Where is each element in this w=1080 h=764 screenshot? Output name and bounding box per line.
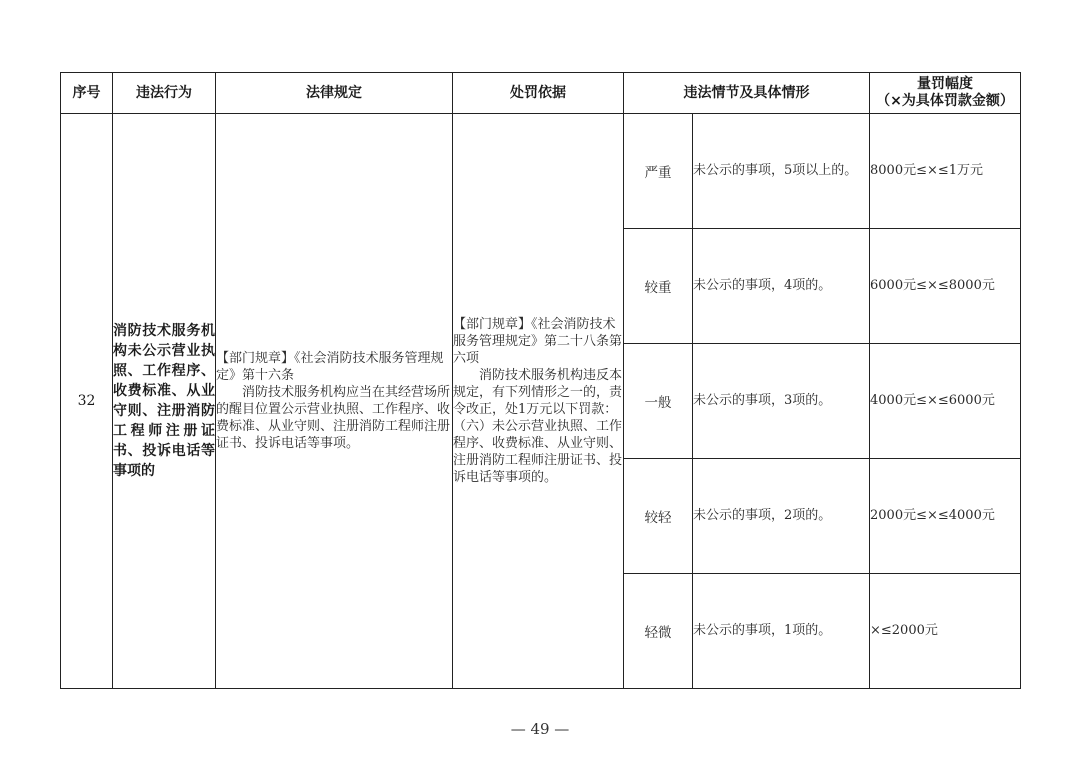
law-citation: 【部门规章】《社会消防技术服务管理规定》第十六条 [216,351,444,383]
level-desc: 未公示的事项，1项的。 [693,574,870,689]
level-range: ×≤2000元 [870,574,1021,689]
level-range: 4000元≤×≤6000元 [870,344,1021,459]
basis-body: 消防技术服务机构违反本规定，有下列情形之一的，责令改正，处1万元以下罚款：（六）未公示营业执照、工作程序、收费标准、从业守则、注册消防工程师注册证书、投诉电话等事项的。 [453,368,623,485]
level-range: 6000元≤×≤8000元 [870,229,1021,344]
table-row [61,114,1021,229]
level-desc: 未公示的事项，5项以上的。 [693,114,870,229]
header-seq: 序号 [61,73,113,114]
level-label: 严重 [624,114,693,229]
level-desc: 未公示的事项，3项的。 [693,344,870,459]
level-range: 8000元≤×≤1万元 [870,114,1021,229]
level-range: 2000元≤×≤4000元 [870,459,1021,574]
header-range-note: （×为具体罚款金额） [876,93,1014,109]
penalty-basis [453,114,624,689]
header-law: 法律规定 [216,73,453,114]
level-label: 较轻 [624,459,693,574]
level-label: 一般 [624,344,693,459]
violation-text: 消防技术服务机构未公示营业执照、工作程序、收费标准、从业守则、注册消防工程师注册证书、投诉电话等事项的 [113,114,216,689]
header-range [870,73,1021,114]
page-number: — 49 — [510,720,570,738]
penalty-table [60,72,1021,689]
header-circumstance: 违法情节及具体情形 [624,73,870,114]
level-desc: 未公示的事项，2项的。 [693,459,870,574]
level-desc: 未公示的事项，4项的。 [693,229,870,344]
law-body: 消防技术服务机构应当在其经营场所的醒目位置公示营业执照、工作程序、收费标准、从业守则、注册消防工程师注册证书、投诉电话等事项。 [216,385,451,451]
row-seq: 32 [61,114,113,689]
header-act: 违法行为 [113,73,216,114]
header-row [61,73,1021,114]
header-basis: 处罚依据 [453,73,624,114]
law-provision [216,114,453,689]
level-label: 较重 [624,229,693,344]
level-label: 轻微 [624,574,693,689]
basis-citation: 【部门规章】《社会消防技术服务管理规定》第二十八条第六项 [453,317,623,366]
header-range-title: 量罚幅度 [917,76,973,92]
